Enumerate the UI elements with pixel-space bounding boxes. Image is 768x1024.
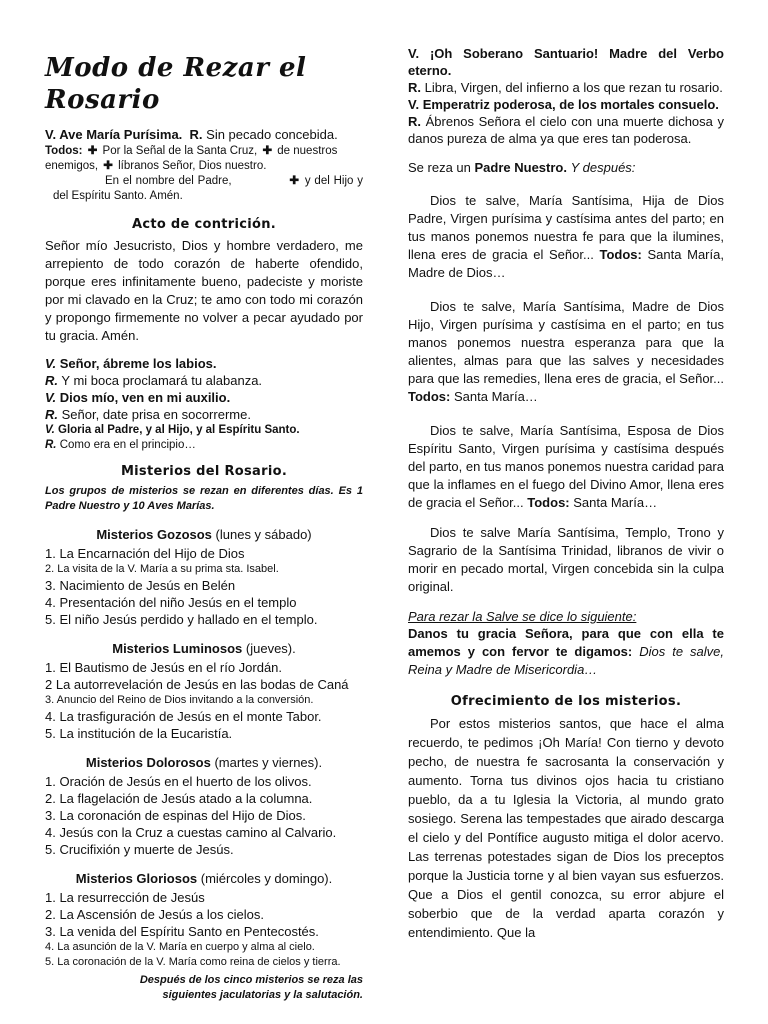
versicle-v2: V. Emperatriz poderosa, de los mortales consuelo. bbox=[408, 97, 719, 112]
versicle-text: Señor, date prisa en socorrerme. bbox=[61, 407, 251, 422]
salve-todos-label: Todos: bbox=[527, 495, 570, 510]
mystery-group-name: Misterios Dolorosos bbox=[85, 755, 211, 770]
intro-nombre-2: y del Hijo y del Espíritu Santo. Amén. bbox=[53, 175, 363, 202]
mystery-item: 4. La trasfiguración de Jesús en el monte Tabor. bbox=[45, 709, 322, 724]
salve-todos-label: Todos: bbox=[408, 389, 451, 404]
versicle-line bbox=[45, 389, 363, 406]
mystery-group-name: Misterios Gloriosos bbox=[75, 871, 198, 886]
mystery-item: 2. La visita de la V. María a su prima sta. Isabel. bbox=[45, 563, 279, 575]
mystery-group-days: (martes y viernes). bbox=[214, 755, 323, 770]
mystery-group-days: (jueves). bbox=[245, 641, 296, 656]
mystery-item: 1. Oración de Jesús en el huerto de los olivos. bbox=[45, 774, 312, 789]
danos-italic: Dios te salve, Reina y Madre de Misericordia… bbox=[408, 644, 724, 677]
versicle-label: R. bbox=[45, 373, 58, 388]
mystery-group-title bbox=[45, 754, 363, 771]
versicle-text: Como era en el principio… bbox=[59, 439, 196, 451]
ofrecimiento-text: Por estos misterios santos, que hace el alma recuerdo, te pedimos ¡Oh María! Con tierno y devoto pecho, de nuestra fe sacrosanta la conservación y aumento. Torna tus divinos ojos hacia tu cristiano pueblo, da a tu Iglesia la Victoria, al mundo grato sosiego. Serena las tempestades que airado descarga el cielo y del Pontífice augusto mitiga el dolor acervo. Las terrenas potestades sigan de Dios los preceptos porque la Justicia torne y al bien vayan sus esfuerzos. Que a Dios el gentil conozca, su error abjure el soberbio que de la verdad aparta corazón y entendimiento. Que la bbox=[408, 716, 724, 940]
danos-bold: Danos tu gracia Señora, para que con ella te amemos y con fervor te digamos: bbox=[408, 626, 724, 659]
mystery-group-days: (lunes y sábado) bbox=[215, 527, 312, 542]
intro-nombre-1: En el nombre del Padre, bbox=[105, 175, 232, 187]
salve-text: Dios te salve, María Santísima, Madre de Dios Hijo, Virgen purísima y castísima en el parto; en tus manos ponemos nuestra esperanza para que la alientes, almas para que las salves y necesidades para que las remedies, llena eres de gracia, el Señor... bbox=[408, 299, 724, 386]
page-title: Modo de Rezar el Rosario bbox=[45, 53, 307, 115]
intro-todos bbox=[45, 144, 363, 174]
salve-intro: Para rezar la Salve se dice lo siguiente: bbox=[408, 609, 637, 624]
mystery-item: 1. El Bautismo de Jesús en el río Jordán. bbox=[45, 660, 283, 675]
salve-text: Dios te salve, María Santísima, Esposa de Dios Espíritu Santo, Virgen purísima y castísima después del parto, en tus manos ponemos nuestra caridad para que la inflames en el fuego del Divino Amor, llena eres de gracia el Señor... bbox=[408, 423, 724, 510]
versicle-text: Y mi boca proclamará tu alabanza. bbox=[61, 373, 263, 388]
versicle-text: Gloria al Padre, y al Hijo, y al Espíritu Santo. bbox=[58, 424, 300, 436]
mystery-group-name: Misterios Gozosos bbox=[96, 527, 212, 542]
salve-response: Santa María… bbox=[573, 495, 658, 510]
padre-post: Y después: bbox=[570, 160, 636, 175]
salve-paragraph bbox=[408, 192, 724, 282]
cross-icon: ✚ bbox=[289, 175, 300, 187]
mystery-group-title bbox=[45, 526, 363, 543]
cross-icon: ✚ bbox=[87, 145, 98, 157]
versicle-label: R. bbox=[45, 439, 57, 451]
salve-text: Dios te salve, María Santísima, Hija de Dios Padre, Virgen purísima y castísima antes del parto; en tus manos ponemos nuestra fe para que la ilumines, llena eres de gracia el Señor... bbox=[408, 193, 724, 262]
right-column bbox=[408, 0, 724, 942]
versicle-text: Dios mío, ven en mi auxilio. bbox=[59, 390, 231, 405]
padre-pre: Se reza un bbox=[408, 160, 471, 175]
intro-v-label: V. Ave María Purísima. bbox=[45, 127, 183, 142]
mysteries-groups bbox=[45, 526, 363, 970]
salve-response: Santa María… bbox=[453, 389, 538, 404]
mystery-group-title bbox=[45, 870, 363, 887]
mystery-item: 3. Nacimiento de Jesús en Belén bbox=[45, 578, 236, 593]
versicle-line bbox=[45, 355, 363, 372]
intro-todos-3: líbranos Señor, Dios nuestro. bbox=[118, 160, 267, 172]
versicle-text: Señor, ábreme los labios. bbox=[59, 356, 217, 371]
intro-r-text: Sin pecado concebida. bbox=[206, 127, 338, 142]
danos-paragraph bbox=[408, 625, 724, 679]
versicle-label: R. bbox=[45, 407, 58, 422]
intro-todos-label: Todos: bbox=[45, 145, 83, 157]
misterios-note: Los grupos de misterios se rezan en diferentes días. Es 1 Padre Nuestro y 10 Aves Marías. bbox=[45, 485, 363, 512]
mystery-item: 5. El niño Jesús perdido y hallado en el templo. bbox=[45, 612, 318, 627]
intro-r-label: R. bbox=[189, 127, 203, 142]
response-r1 bbox=[408, 79, 724, 96]
salve-response: Santa María, Madre de Dios… bbox=[408, 247, 724, 280]
mystery-item: 3. La venida del Espíritu Santo en Pentecostés. bbox=[45, 924, 319, 939]
mystery-item: 5. Crucifixión y muerte de Jesús. bbox=[45, 842, 234, 857]
contricion-text: Señor mío Jesucristo, Dios y hombre verdadero, me arrepiento de todo corazón de haberte ofendido, porque eres infinitamente bueno, padeciste y moriste por mi clavado en la Cruz; te amo con todo mi corazón y propongo firmemente no volver a pecar ayudado por tu gracia. Amén. bbox=[45, 238, 363, 343]
response-r2 bbox=[408, 113, 724, 147]
r2-text: Ábrenos Señora el cielo con una muerte dichosa y danos pureza de alma ya que eres tan poderosa. bbox=[408, 114, 724, 146]
mystery-item: 1. La resurrección de Jesús bbox=[45, 890, 205, 905]
mystery-group-title bbox=[45, 640, 363, 657]
mystery-item: 4. Jesús con la Cruz a cuestas camino al Calvario. bbox=[45, 825, 337, 840]
mystery-item: 2. La Ascensión de Jesús a los cielos. bbox=[45, 907, 264, 922]
cross-icon: ✚ bbox=[103, 160, 113, 172]
versicle-label: V. bbox=[45, 424, 55, 436]
cross-icon: ✚ bbox=[262, 145, 273, 157]
salve-todos-label: Todos: bbox=[599, 247, 642, 262]
mystery-group-name: Misterios Luminosos bbox=[112, 641, 243, 656]
intro-nombre bbox=[45, 174, 363, 204]
mystery-item: 2. La flagelación de Jesús atado a la columna. bbox=[45, 791, 313, 806]
misterios-closing: Después de los cinco misterios se reza las siguientes jaculatorias y la salutación. bbox=[139, 974, 363, 1001]
versicle-label: V. bbox=[45, 390, 57, 405]
contricion-heading: Acto de contrición. bbox=[131, 217, 277, 232]
salve-paragraph bbox=[408, 422, 724, 512]
mystery-item: 1. La Encarnación del Hijo de Dios bbox=[45, 546, 245, 561]
r1-label: R. bbox=[408, 80, 421, 95]
versicle-line bbox=[45, 372, 363, 389]
versicle-line bbox=[45, 423, 363, 438]
mystery-item: 4. Presentación del niño Jesús en el templo bbox=[45, 595, 297, 610]
r2-label: R. bbox=[408, 114, 421, 129]
padre-nuestro-line bbox=[408, 159, 724, 176]
salves-list bbox=[408, 176, 724, 512]
versicle-v1: V. ¡Oh Soberano Santuario! Madre del Verbo eterno. bbox=[408, 46, 724, 78]
versicle-line bbox=[45, 438, 363, 453]
versicle-label: V. bbox=[45, 356, 57, 371]
mystery-item: 5. La institución de la Eucaristía. bbox=[45, 726, 233, 741]
misterios-heading: Misterios del Rosario. bbox=[120, 464, 288, 479]
mystery-group-days: (miércoles y domingo). bbox=[200, 871, 333, 886]
intro-todos-2: de nuestros enemigos, bbox=[45, 145, 338, 172]
intro-todos-1: Por la Señal de la Santa Cruz, bbox=[102, 145, 258, 157]
final-salve: Dios te salve María Santísima, Templo, Trono y Sagrario de la Santísima Trinidad, libranos de vivir o morir en pecado mortal, Virgen concebida sin la culpa original. bbox=[408, 525, 724, 594]
mystery-item: 2 La autorrevelación de Jesús en las bodas de Caná bbox=[45, 677, 349, 692]
mystery-item: 5. La coronación de la V. María como reina de cielos y tierra. bbox=[45, 956, 341, 968]
ofrecimiento-heading: Ofrecimiento de los misterios. bbox=[450, 694, 682, 709]
padre-bold: Padre Nuestro. bbox=[474, 160, 567, 175]
left-column bbox=[45, 0, 363, 1003]
mystery-item: 3. La coronación de espinas del Hijo de Dios. bbox=[45, 808, 306, 823]
salve-paragraph bbox=[408, 298, 724, 406]
mystery-item: 3. Anuncio del Reino de Dios invitando a la conversión. bbox=[45, 694, 314, 706]
versicles-list bbox=[45, 355, 363, 453]
versicle-line bbox=[45, 406, 363, 423]
mystery-item: 4. La asunción de la V. María en cuerpo y alma al cielo. bbox=[45, 941, 315, 953]
r1-text: Libra, Virgen, del infierno a los que rezan tu rosario. bbox=[424, 80, 723, 95]
intro-versicle bbox=[45, 126, 363, 143]
